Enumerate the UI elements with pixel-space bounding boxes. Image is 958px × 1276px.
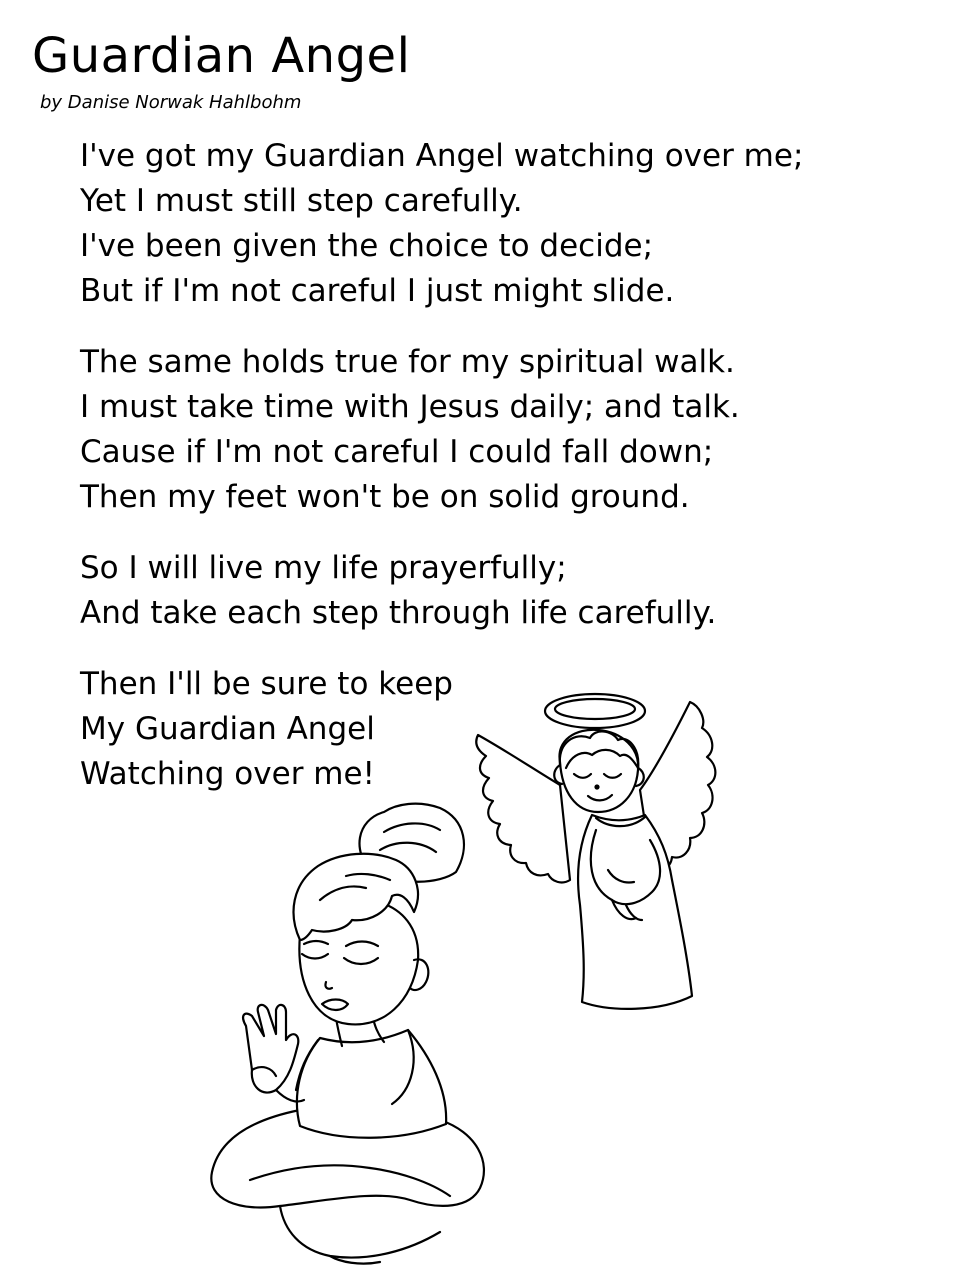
poem-line: My Guardian Angel — [80, 711, 375, 747]
poem-line: Yet I must still step carefully. — [80, 183, 523, 219]
angel-figure — [476, 694, 715, 1009]
poem-line: I've been given the choice to decide; — [80, 228, 654, 264]
poem-line: Then I'll be sure to keep — [80, 666, 453, 702]
girl-torso — [297, 1030, 446, 1138]
poem-line: Cause if I'm not careful I could fall down; — [80, 434, 714, 470]
poem-line: The same holds true for my spiritual walk. — [80, 344, 735, 380]
poem-title: Guardian Angel — [32, 28, 411, 84]
poem-line: So I will live my life prayerfully; — [80, 550, 567, 586]
praying-hands — [243, 1005, 298, 1093]
author-byline: by Danise Norwak Hahlbohm — [40, 92, 302, 113]
poem-line: But if I'm not careful I just might slide. — [80, 273, 675, 309]
poem-line: I must take time with Jesus daily; and talk. — [80, 389, 740, 425]
angel-left-wing — [476, 735, 570, 882]
poem-line: I've got my Guardian Angel watching over me; — [80, 138, 804, 174]
poem-line: Then my feet won't be on solid ground. — [80, 479, 690, 515]
girl-figure — [211, 804, 484, 1264]
poem-line: Watching over me! — [80, 756, 375, 792]
halo-inner — [555, 699, 635, 719]
girl-mouth — [322, 1000, 348, 1011]
poem-line: And take each step through life carefully. — [80, 595, 717, 631]
